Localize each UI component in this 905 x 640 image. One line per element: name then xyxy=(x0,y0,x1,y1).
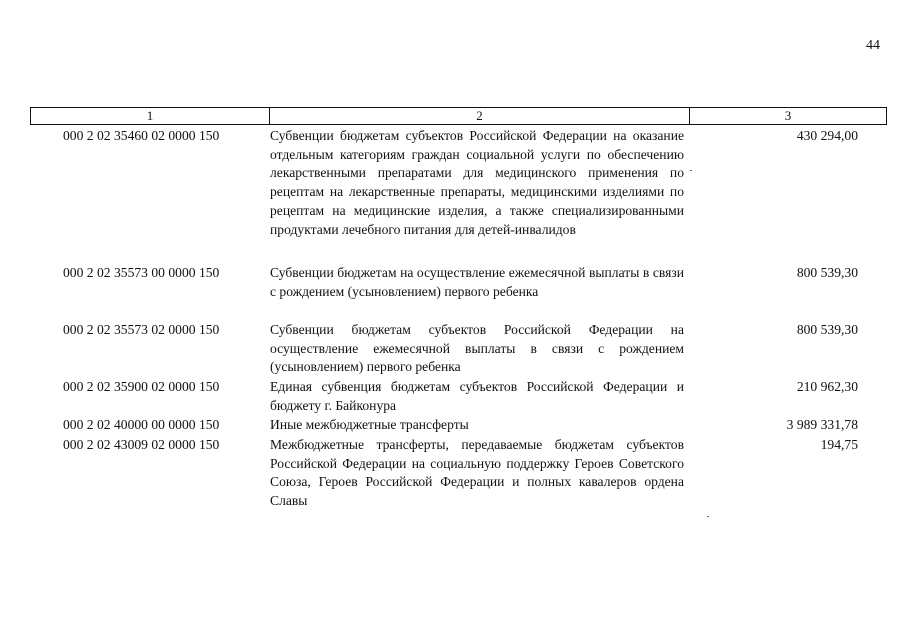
page-number: 44 xyxy=(866,38,880,53)
budget-classification-code: 000 2 02 40000 00 0000 150 xyxy=(63,417,220,432)
income-description: Единая субвенция бюджетам субъектов Российской Федерации и бюджету г. Байконура xyxy=(270,379,684,413)
amount: 430 294,00 xyxy=(796,128,858,143)
budget-classification-code: 000 2 02 35900 02 0000 150 xyxy=(63,379,220,394)
income-description: Иные межбюджетные трансферты xyxy=(270,417,469,432)
budget-classification-code: 000 2 02 35573 00 0000 150 xyxy=(63,265,220,280)
income-description: Субвенции бюджетам на осуществление ежемесячной выплаты в связи с рождением (усыновлением) первого ребенка xyxy=(270,265,684,299)
budget-classification-code: 000 2 02 43009 02 0000 150 xyxy=(63,437,220,452)
scan-speck xyxy=(707,516,709,517)
column-header-amount: 3 xyxy=(784,108,792,123)
income-description: Субвенции бюджетам субъектов Российской Федерации на осуществление ежемесячной выплаты в связи с рождением (усыновлением) первого ребенка xyxy=(270,322,684,375)
amount: 210 962,30 xyxy=(796,379,858,394)
amount: 194,75 xyxy=(820,437,858,452)
column-header-description: 2 xyxy=(270,108,690,124)
column-header-code: 1 xyxy=(31,108,270,124)
income-description: Субвенции бюджетам субъектов Российской Федерации на оказание отдельным категориям граждан социальной услуги по обеспечению лекарственными препаратами для медицинского применения по рецептам на лекарственные препараты, медицинскими изделиями по рецептам на медицинские изделия, а также специализированными продуктами лечебного питания для детей-инвалидов xyxy=(270,128,684,237)
budget-classification-code: 000 2 02 35460 02 0000 150 xyxy=(63,128,220,143)
income-description: Межбюджетные трансферты, передаваемые бюджетам субъектов Российской Федерации на социальную поддержку Героев Советского Союза, Героев Российской Федерации и полных кавалеров ордена Славы xyxy=(270,437,684,509)
scan-speck xyxy=(690,170,692,171)
amount: 3 989 331,78 xyxy=(786,417,858,432)
amount: 800 539,30 xyxy=(796,322,858,337)
table-header-row xyxy=(30,107,887,125)
amount: 800 539,30 xyxy=(796,265,858,280)
budget-classification-code: 000 2 02 35573 02 0000 150 xyxy=(63,322,220,337)
